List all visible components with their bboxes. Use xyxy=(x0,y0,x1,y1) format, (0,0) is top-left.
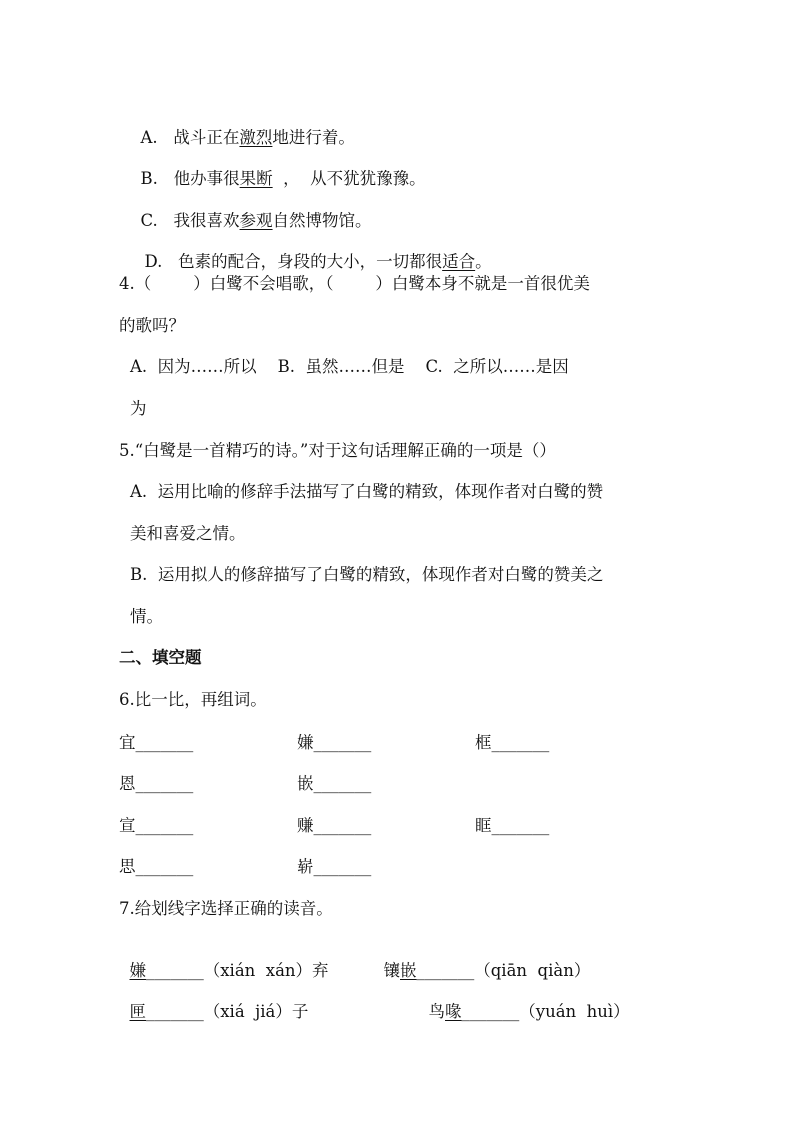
q6-cell: 嵌_______ xyxy=(297,774,372,793)
q3-option-a xyxy=(130,108,355,148)
item-rest: _______（qiān qiàn） xyxy=(416,961,591,980)
option-letter: A. xyxy=(140,128,158,147)
q5-stem: 5.“白鹭是一首精巧的诗。”对于这句话理解正确的一项是（） xyxy=(119,441,556,460)
underlined-word: 激烈 xyxy=(239,128,273,147)
item-prefix: 鸟 xyxy=(428,1002,445,1021)
q4-options-wrap: 为 xyxy=(130,399,147,418)
option-letter: C. xyxy=(140,211,158,230)
q3-option-b xyxy=(130,149,426,189)
q4-options: A. 因为……所以 B. 虽然……但是 C. 之所以……是因 xyxy=(130,357,569,376)
q7-item xyxy=(418,982,630,1022)
underlined-word: 参观 xyxy=(239,211,273,230)
q6-stem: 6.比一比，再组词。 xyxy=(119,690,267,709)
q4-stem-line2: 的歌吗？ xyxy=(119,316,185,335)
q6-cell: 眶_______ xyxy=(475,816,550,835)
section-title: 二、填空题 xyxy=(119,648,202,667)
q5-option-a-line1: A. 运用比喻的修辞手法描写了白鹭的精致，体现作者对白鹭的赞 xyxy=(130,482,604,501)
underlined-word: 果断 xyxy=(239,169,273,188)
q7-stem: 7.给划线字选择正确的读音。 xyxy=(119,899,333,918)
underlined-char: 嫌 xyxy=(129,961,146,980)
q3-option-c xyxy=(130,191,372,231)
q5-option-b-line2: 情。 xyxy=(130,607,163,626)
option-text: 色素的配合，身段的大小，一切都很 xyxy=(178,252,443,271)
q6-cell: 赚_______ xyxy=(297,816,372,835)
option-text: 地进行着。 xyxy=(272,128,355,147)
option-text: 自然博物馆。 xyxy=(272,211,372,230)
option-letter: B. xyxy=(140,169,158,188)
option-text: 战斗正在 xyxy=(173,128,240,147)
q5-option-a-line2: 美和喜爱之情。 xyxy=(130,524,246,543)
q3-option-d xyxy=(134,232,492,272)
underlined-char: 匣 xyxy=(129,1002,146,1021)
underlined-word: 适合 xyxy=(442,252,476,271)
q4-stem-line1: 4.（ ）白鹭不会唱歌，（ ）白鹭本身不就是一首很优美 xyxy=(119,274,590,293)
option-text: 他办事很 xyxy=(173,169,240,188)
q6-cell: 嫌_______ xyxy=(297,733,372,752)
q6-cell: 宣_______ xyxy=(119,816,194,835)
q7-item xyxy=(373,941,590,981)
underlined-char: 喙 xyxy=(445,1002,462,1021)
q7-item xyxy=(119,982,308,1022)
item-rest: _______（yuán huì） xyxy=(461,1002,630,1021)
q6-cell: 崭_______ xyxy=(297,857,372,876)
q6-cell: 恩_______ xyxy=(119,774,194,793)
item-rest: _______（xián xán）弃 xyxy=(146,961,329,980)
item-rest: _______（xiá jiá）子 xyxy=(146,1002,309,1021)
option-text: 我很喜欢 xyxy=(173,211,240,230)
q7-item xyxy=(119,941,329,981)
option-letter: D. xyxy=(144,252,163,271)
q6-cell: 框_______ xyxy=(475,733,550,752)
option-text: 。 xyxy=(475,252,492,271)
q6-cell: 宜_______ xyxy=(119,733,194,752)
q6-cell: 思_______ xyxy=(119,857,194,876)
item-prefix: 镶 xyxy=(383,961,400,980)
q5-option-b-line1: B. 运用拟人的修辞描写了白鹭的精致，体现作者对白鹭的赞美之 xyxy=(130,565,604,584)
underlined-char: 嵌 xyxy=(400,961,417,980)
option-text: ， 从不犹犹豫豫。 xyxy=(272,169,426,188)
